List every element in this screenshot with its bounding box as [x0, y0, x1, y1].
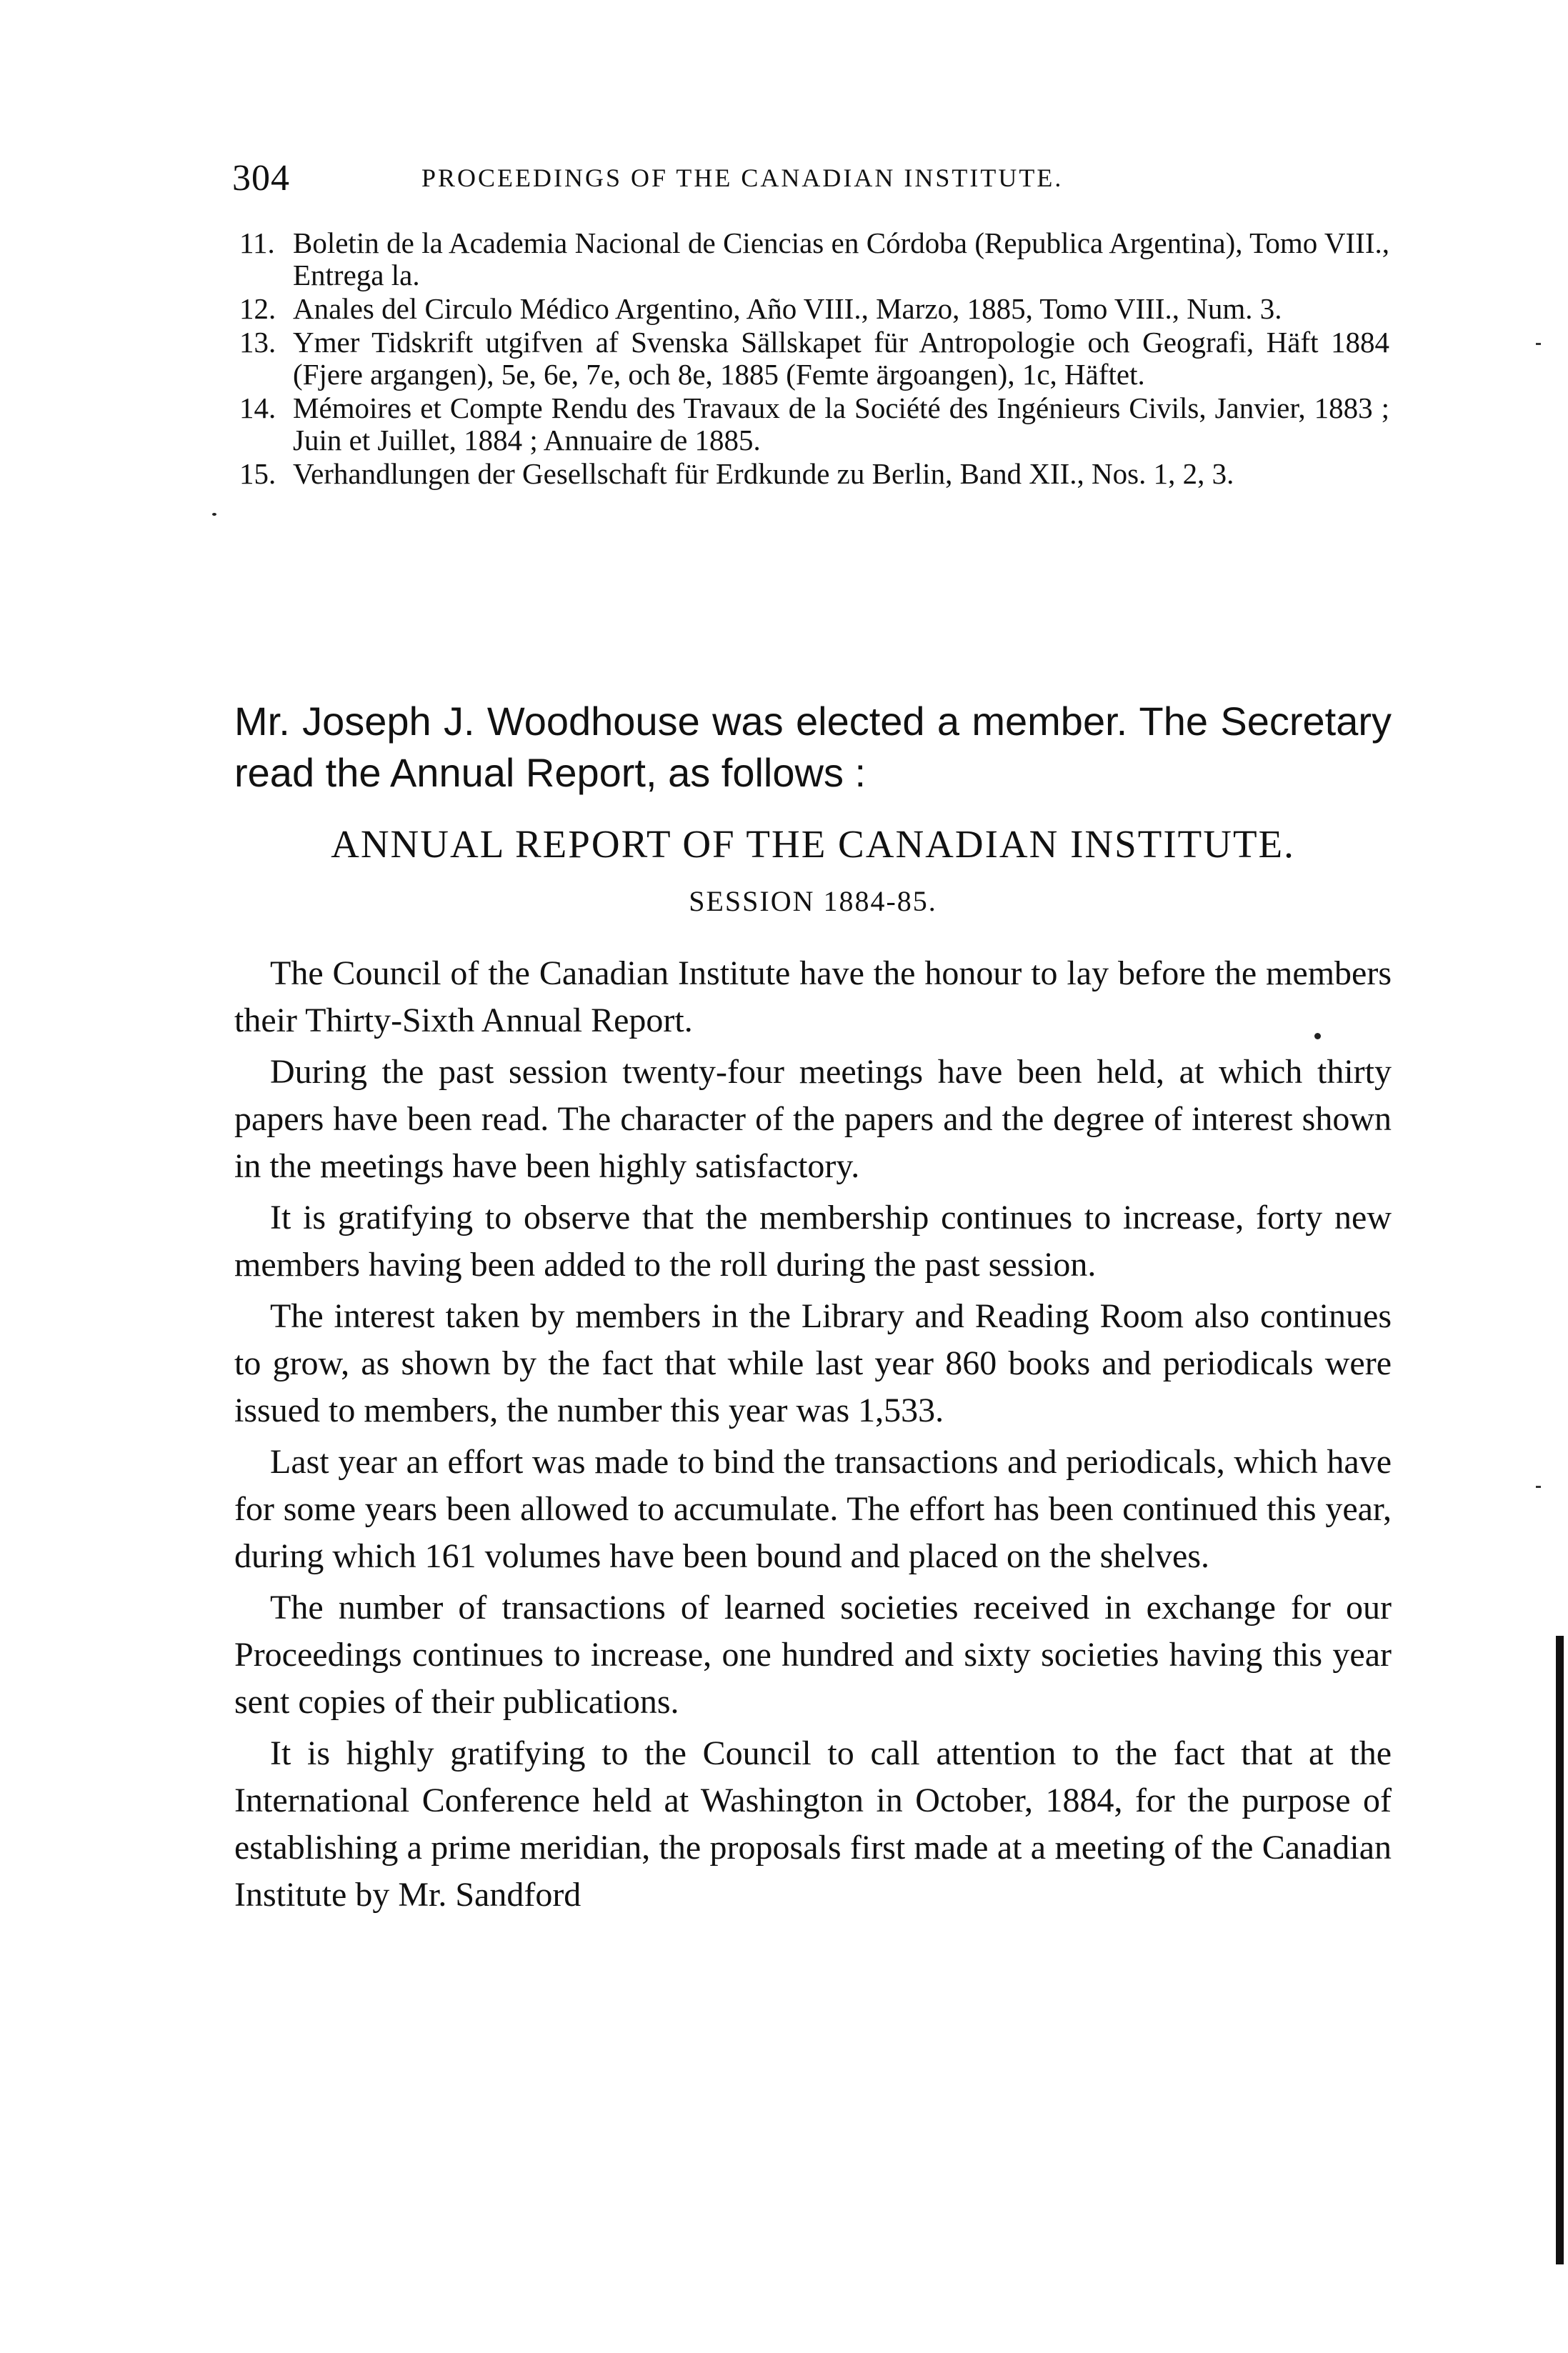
stray-ink-dot	[212, 513, 216, 516]
report-paragraph: It is gratifying to observe that the membership continues to increase, forty new members having been added to the roll during the past session.	[234, 1199, 1392, 1284]
report-title: ANNUAL REPORT OF THE CANADIAN INSTITUTE.	[331, 822, 1295, 866]
item-text: Ymer Tidskrift utgifven af Svenska Sällskapet für Antropologie och Geografi, Häft 1884 (Fjere argangen), 5e, 6e, 7e, och 8e, 1885 (Femte ärgoangen), 1c, Häftet.	[293, 326, 1389, 391]
list-item	[239, 458, 1389, 490]
session-label: SESSION 1884-85.	[689, 885, 937, 917]
list-item	[239, 293, 1389, 325]
item-number: 13.	[239, 326, 276, 359]
item-text: Mémoires et Compte Rendu des Travaux de la Société des Ingénieurs Civils, Janvier, 1883 ; Juin et Juillet, 1884 ; Annuaire de 1885.	[293, 391, 1389, 456]
report-paragraph: Last year an effort was made to bind the transactions and periodicals, which have for some years been allowed to accumulate. The effort has been continued this year, during which 161 volumes have been bound and placed on the shelves.	[234, 1443, 1392, 1575]
running-title: PROCEEDINGS OF THE CANADIAN INSTITUTE.	[421, 164, 1064, 192]
item-number: 12.	[239, 292, 276, 325]
item-text: Anales del Circulo Médico Argentino, Año VIII., Marzo, 1885, Tomo VIII., Num. 3.	[293, 292, 1282, 325]
scan-edge-tick	[1536, 343, 1541, 345]
report-paragraph: The Council of the Canadian Institute have the honour to lay before the members their Thirty-Sixth Annual Report.	[234, 954, 1392, 1039]
donations-list	[239, 227, 1389, 491]
item-number: 11.	[239, 226, 275, 259]
report-paragraph: The interest taken by members in the Library and Reading Room also continues to grow, as shown by the fact that while last year 860 books and periodicals were issued to members, the number this year was 1,533.	[234, 1297, 1392, 1429]
scan-edge-tick	[1536, 1486, 1541, 1488]
list-item	[239, 227, 1389, 291]
report-paragraph: During the past session twenty-four meetings have been held, at which thirty papers have been read. The character of the papers and the degree of interest shown in the meetings have been highly satisfactory.	[234, 1053, 1392, 1185]
election-paragraph: Mr. Joseph J. Woodhouse was elected a member. The Secretary read the Annual Report, as follows :	[234, 699, 1392, 795]
item-number: 15.	[239, 457, 276, 490]
item-text: Verhandlungen der Gesellschaft für Erdkunde zu Berlin, Band XII., Nos. 1, 2, 3.	[293, 457, 1234, 490]
report-body	[234, 950, 1392, 1923]
scan-edge-mark	[1556, 1636, 1564, 2264]
page-number: 304	[232, 158, 290, 199]
item-text: Boletin de la Academia Nacional de Ciencias en Córdoba (Republica Argentina), Tomo VIII., Entrega la.	[293, 226, 1389, 291]
report-paragraph: It is highly gratifying to the Council to call attention to the fact that at the International Conference held at Washington in October, 1884, for the purpose of establishing a prime meridian, the proposals first made at a meeting of the Canadian Institute by Mr. Sandford	[234, 1734, 1392, 1914]
list-item	[239, 392, 1389, 456]
item-number: 14.	[239, 391, 276, 424]
report-paragraph: The number of transactions of learned societies received in exchange for our Proceedings continues to increase, one hundred and sixty societies having this year sent copies of their publications.	[234, 1589, 1392, 1721]
stray-ink-dot	[1314, 1033, 1321, 1039]
list-item	[239, 326, 1389, 391]
